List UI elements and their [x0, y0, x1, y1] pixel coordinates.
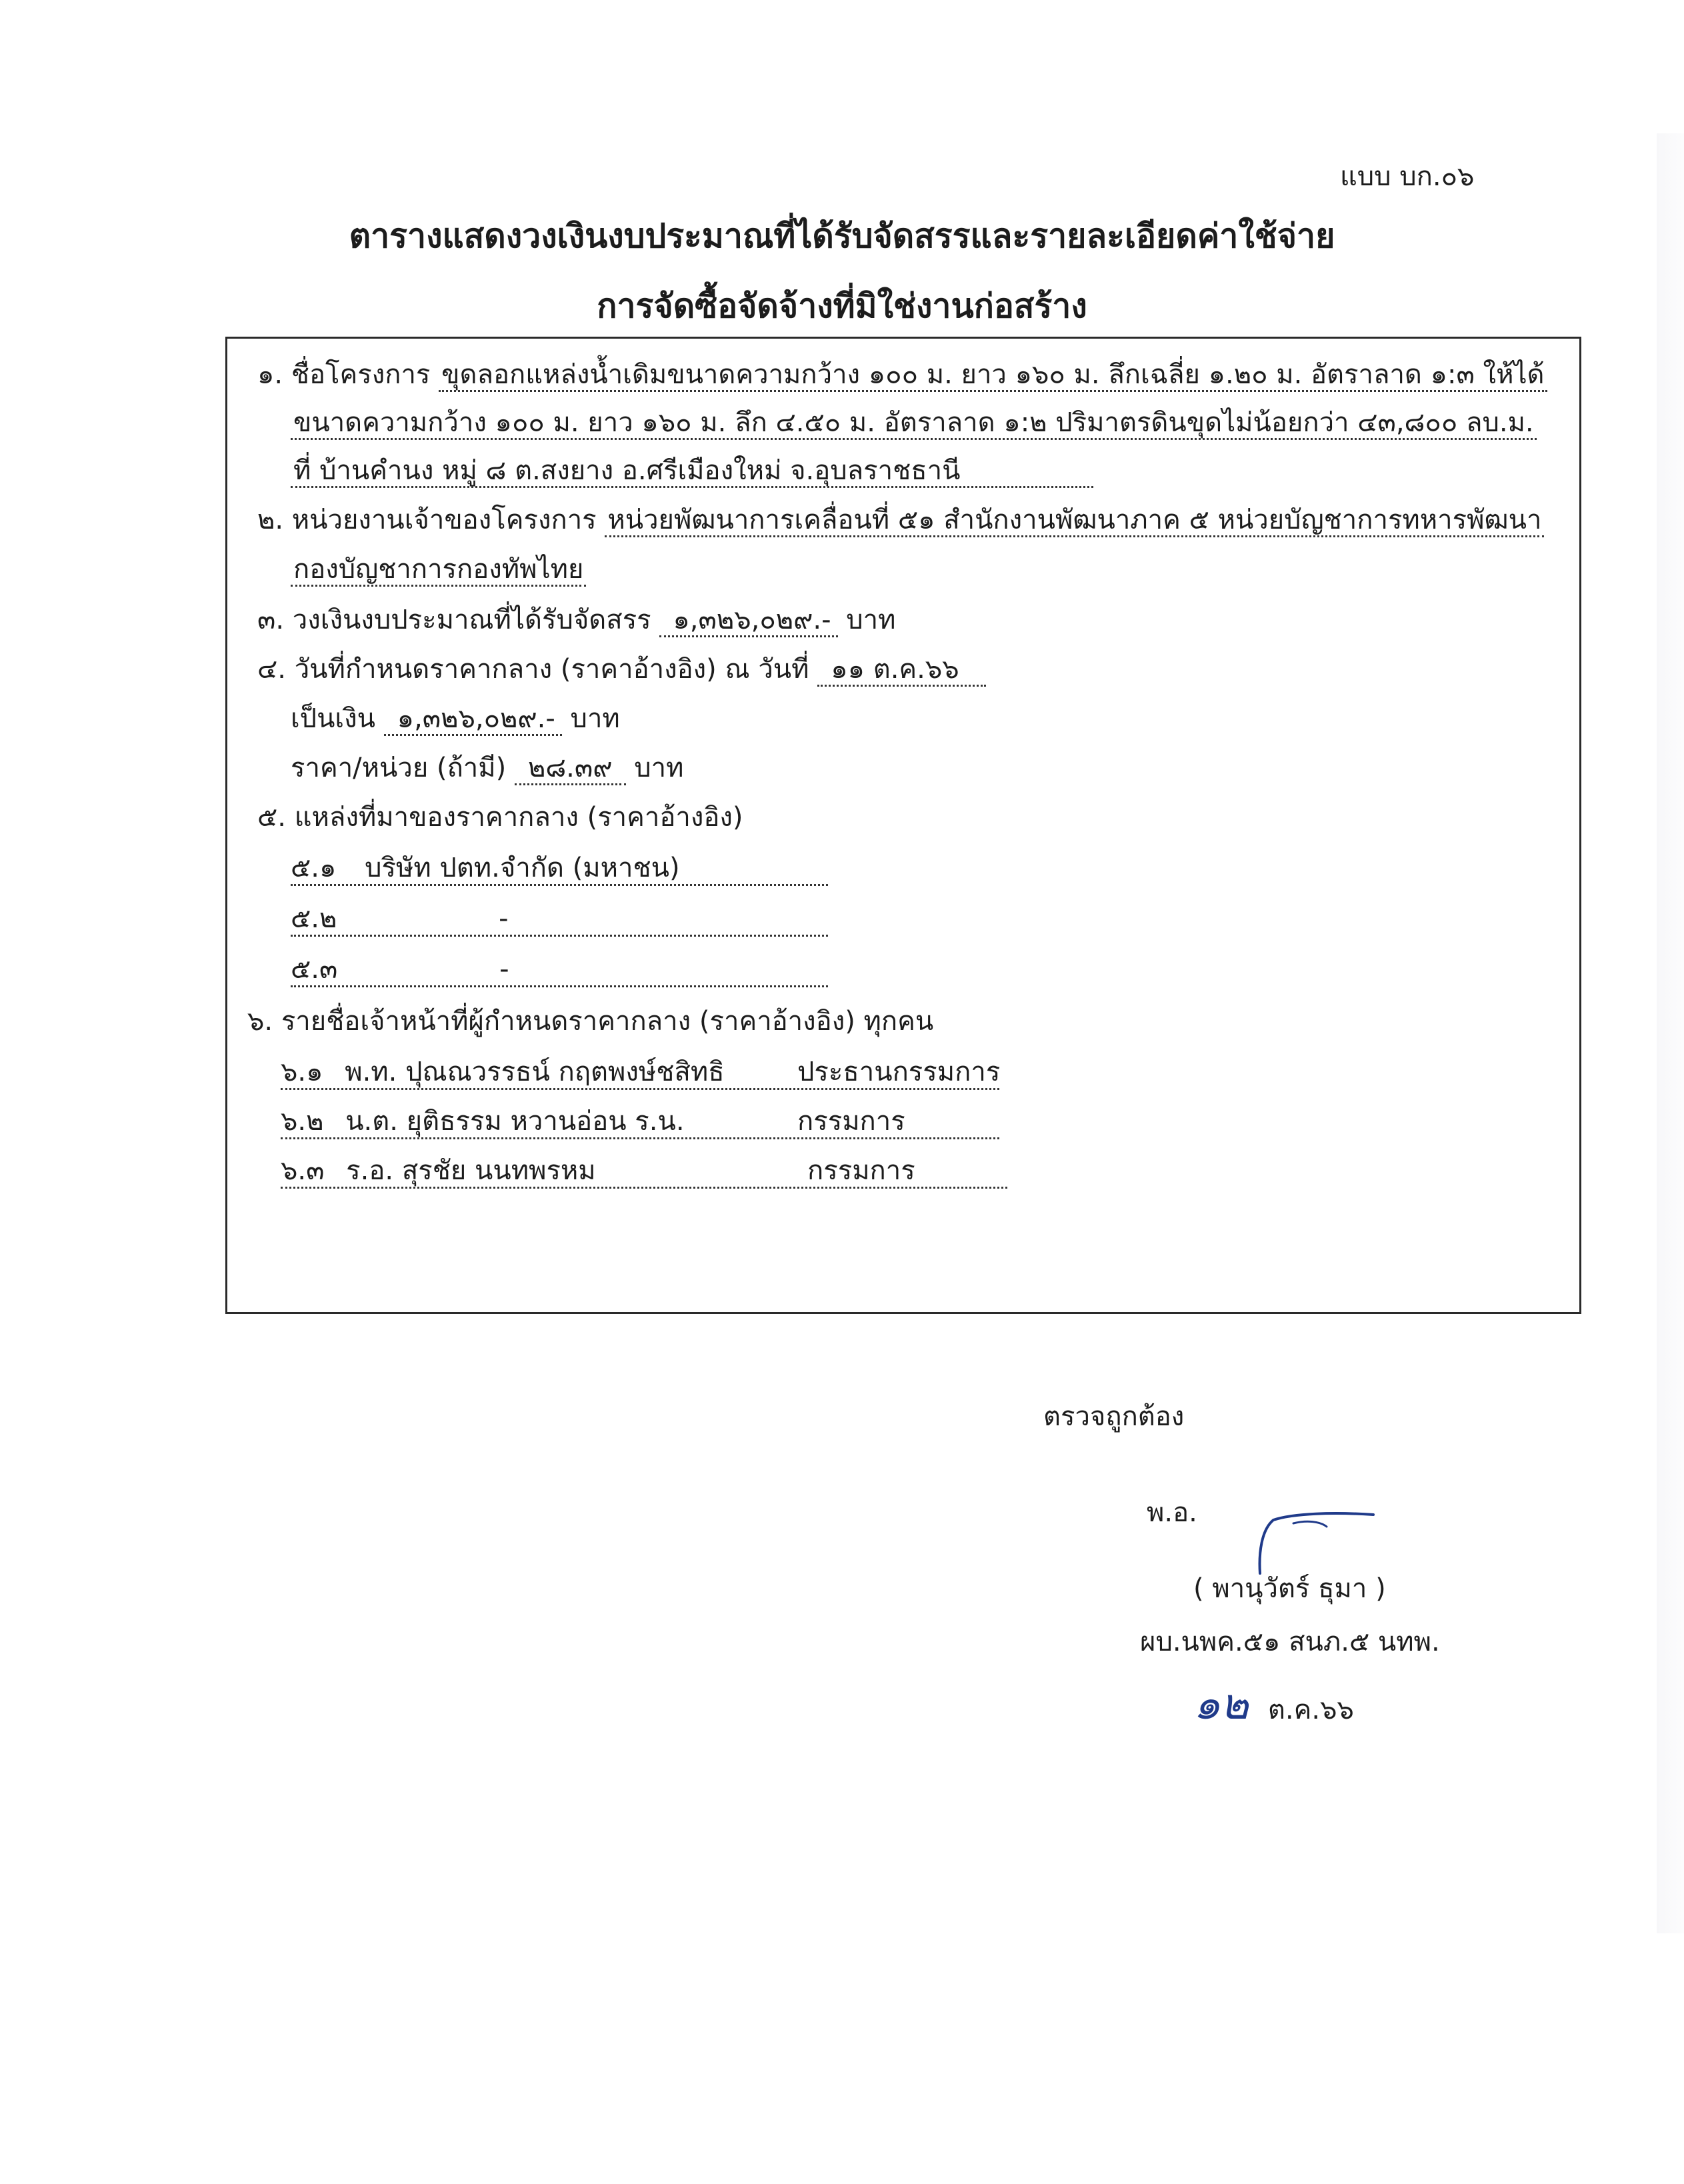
date-suffix: ต.ค.๖๖: [1267, 1695, 1354, 1725]
handwritten-day: ๑๒: [1193, 1680, 1249, 1729]
budget-amount: ๑,๓๒๖,๐๒๙.-: [659, 605, 837, 637]
source-item-text: -: [499, 903, 509, 934]
budget-unit: บาท: [846, 605, 896, 635]
reference-amount: ๑,๓๒๖,๐๒๙.-: [384, 703, 562, 736]
amount-label: เป็นเงิน: [291, 703, 375, 734]
handwritten-date: [1193, 1670, 1354, 1738]
member-name: พ.ท. ปุณณวรรธน์ กฤตพงษ์ชสิทธิ: [345, 1057, 725, 1087]
committee-member: [281, 1056, 999, 1090]
source-item-num: ๕.๓: [291, 954, 338, 985]
signer-rank: พ.อ.: [1147, 1497, 1197, 1528]
unit-price-unit: บาท: [634, 753, 684, 783]
source-item-num: ๕.๑: [291, 853, 337, 883]
unit-price-value: ๒๘.๓๙: [515, 753, 626, 785]
form-code: แบบ บก.๐๖: [1340, 161, 1475, 192]
verified-text: ตรวจถูกต้อง: [1043, 1401, 1185, 1432]
source-item: [291, 953, 828, 987]
project-location: ที่ บ้านคำนง หมู่ ๘ ต.สงยาง อ.ศรีเมืองใหม่ จ.อุบลราชธานี: [291, 455, 1093, 488]
committee-member: [281, 1155, 1007, 1189]
committee-member: [281, 1105, 999, 1139]
project-name-line1: ขุดลอกแหล่งน้ำเดิมขนาดความกว้าง ๑๐๐ ม. ยาว ๑๖๐ ม. ลึกเฉลี่ย ๑.๒๐ ม. อัตราลาด ๑:๓ ให้ได้: [439, 359, 1547, 392]
document-title-line2: การจัดซื้อจัดจ้างที่มิใช่งานก่อสร้าง: [597, 287, 1087, 325]
section4-line2: [291, 703, 620, 735]
section2-label: ๒. หน่วยงานเจ้าของโครงการ: [257, 505, 597, 535]
section4-line1: [257, 653, 986, 685]
agency-line1: หน่วยพัฒนาการเคลื่อนที่ ๕๑ สำนักงานพัฒนาภาค ๕ หน่วยบัญชาการทหารพัฒนา: [605, 505, 1544, 537]
section1-label: ๑. ชื่อโครงการ: [257, 359, 431, 390]
section1-line3: [291, 455, 1093, 487]
section2-line1: [257, 504, 1544, 536]
section1-line1: [257, 359, 1547, 391]
document-title-line1: ตารางแสดงวงเงินงบประมาณที่ได้รับจัดสรรและรายละเอียดค่าใช้จ่าย: [349, 217, 1335, 255]
source-item-text: บริษัท ปตท.จำกัด (มหาชน): [365, 853, 680, 883]
section3-label: ๓. วงเงินงบประมาณที่ได้รับจัดสรร: [257, 605, 651, 635]
member-num: ๖.๑: [281, 1057, 323, 1087]
source-item-text: -: [499, 954, 509, 985]
section4-label: ๔. วันที่กำหนดราคากลาง (ราคาอ้างอิง) ณ วันที่: [257, 654, 809, 685]
member-name: ร.อ. สุรชัย นนทพรหม: [346, 1155, 596, 1186]
member-num: ๖.๓: [281, 1155, 325, 1186]
member-role: ประธานกรรมการ: [797, 1057, 1001, 1087]
section2-line2: [291, 553, 586, 585]
section6-label: ๖. รายชื่อเจ้าหน้าที่ผู้กำหนดราคากลาง (ราคาอ้างอิง) ทุกคน: [247, 1006, 934, 1037]
member-role: กรรมการ: [797, 1106, 905, 1137]
section1-line2: [291, 407, 1537, 439]
section3-line: [257, 604, 895, 636]
member-num: ๖.๒: [281, 1106, 324, 1137]
member-role: กรรมการ: [807, 1155, 915, 1186]
unit-price-label: ราคา/หน่วย (ถ้ามี): [291, 753, 507, 783]
amount-unit: บาท: [570, 703, 620, 734]
signer-name: ( พานุวัตร์ ธุมา ): [1193, 1573, 1386, 1604]
source-item-num: ๕.๒: [291, 903, 337, 934]
section4-line3: [291, 752, 683, 784]
section5-label: ๕. แหล่งที่มาของราคากลาง (ราคาอ้างอิง): [257, 802, 743, 833]
source-item: [291, 852, 828, 886]
scan-edge-shadow: [1657, 133, 1684, 1933]
signer-position: ผบ.นพค.๕๑ สนภ.๕ นทพ.: [1140, 1627, 1440, 1657]
project-name-line2: ขนาดความกว้าง ๑๐๐ ม. ยาว ๑๖๐ ม. ลึก ๔.๕๐ ม. อัตราลาด ๑:๒ ปริมาตรดินขุดไม่น้อยกว่า ๔๓,๘๐๐ ลบ.ม.: [291, 407, 1537, 440]
details-box: [225, 337, 1581, 1314]
reference-date: ๑๑ ต.ค.๖๖: [817, 654, 985, 687]
agency-line2: กองบัญชาการกองทัพไทย: [291, 554, 586, 587]
source-item: [291, 903, 828, 937]
member-name: น.ต. ยุติธรรม หวานอ่อน ร.น.: [345, 1106, 685, 1137]
